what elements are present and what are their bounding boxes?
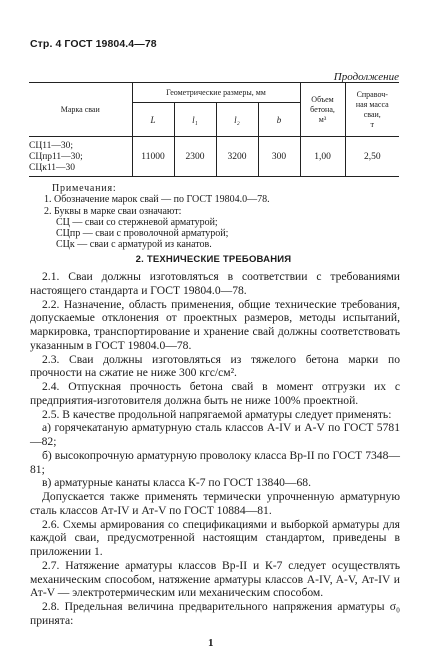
paragraph-2-4: 2.4. Отпускная прочность бетона свай в момент отгрузки их с предприятия-изготовителя должна быть не ниже 100% проектной. — [30, 380, 400, 407]
note-2: 2. Буквы в марке сваи означают: — [44, 205, 182, 217]
cell-b: 300 — [258, 137, 300, 177]
paragraph-2-7: 2.7. Натяжение арматуры классов Вр-II и К-7 следует осуществлять механическим способом, натяжение арматуры классов A-IV, A-V, Ат-IV и Ат-V — электротермическим или механическим способом. — [30, 558, 400, 600]
cell-L: 11000 — [132, 137, 174, 177]
paragraph-2-1: 2.1. Сваи должны изготовляться в соответствии с требованиями настоящего стандарта и ГОСТ 19804.0—78. — [30, 270, 400, 297]
header-mark: Марка сваи — [29, 83, 132, 137]
paragraph-2-5-a: а) горячекатаную арматурную сталь классов A-IV и A-V по ГОСТ 5781—82; — [30, 421, 400, 448]
table-row — [29, 137, 399, 177]
header-L: L — [132, 103, 174, 137]
page-header: Стр. 4 ГОСТ 19804.4—78 — [30, 38, 157, 50]
header-b: b — [258, 103, 300, 137]
continuation-label: Продолжение — [333, 71, 399, 83]
paragraph-2-5-b: б) высокопрочную арматурную проволоку класса Вр-II по ГОСТ 7348—81; — [30, 448, 400, 476]
paragraph-2-3: 2.3. Сваи должны изготовляться из тяжелого бетона марки по прочности на сжатие не ниже 300 кгс/см². — [30, 352, 400, 380]
paragraph-2-8: 2.8. Предельная величина предварительного напряжения арматуры σ₀ принята: — [30, 600, 400, 627]
paragraph-2-5: 2.5. В качестве продольной напрягаемой арматуры следует применять: — [42, 407, 392, 421]
note-2c: СЦк — сваи с арматурой из канатов. — [56, 239, 212, 251]
paragraph-2-6: 2.6. Схемы армирования со спецификациями и выборкой арматуры для каждой сваи, предусмотренной настоящим стандартом, приведены в приложении 1. — [30, 517, 400, 558]
header-l1: l₁ — [174, 103, 216, 137]
cell-volume: 1,00 — [300, 137, 345, 177]
pile-dimensions-table — [29, 82, 399, 177]
notes-title: Примечания: — [52, 183, 117, 194]
cell-l1: 2300 — [174, 137, 216, 177]
header-reference-mass: Справоч- ная масса сваи, т — [345, 83, 399, 137]
paragraph-2-5-c: в) арматурные канаты класса К-7 по ГОСТ 13840—68. — [42, 476, 311, 490]
page-number: 1 — [208, 637, 214, 649]
notes — [44, 183, 270, 251]
cell-l2: 3200 — [216, 137, 258, 177]
paragraph-2-2: 2.2. Назначение, область применения, общие технические требования, допускаемые отклонения от проектных размеров, методы испытаний, маркировка, транспортирование и хранение свай должны соответствовать указанным в ГОСТ 19804.0—78. — [30, 297, 400, 352]
section-title: 2. ТЕХНИЧЕСКИЕ ТРЕБОВАНИЯ — [135, 254, 292, 265]
cell-mass: 2,50 — [345, 137, 399, 177]
header-concrete-volume: Объем бетона, м³ — [300, 83, 345, 137]
header-geometric-dimensions: Геометрические размеры, мм — [132, 83, 300, 103]
note-2b: СЦпр — сваи с проволочной арматурой; — [56, 228, 229, 240]
note-2a: СЦ — сваи со стержневой арматурой; — [56, 216, 218, 228]
note-1: 1. Обозначение марок свай — по ГОСТ 19804.0—78. — [44, 194, 270, 206]
header-l2: l₂ — [216, 103, 258, 137]
paragraph-2-5-note: Допускается также применять термически упрочненную арматурную сталь классов Ат-IV и Ат-V по ГОСТ 10884—81. — [30, 490, 400, 517]
body-text — [30, 270, 400, 628]
cell-mark: СЦ11—30; СЦпр11—30; СЦк11—30 — [29, 137, 132, 177]
